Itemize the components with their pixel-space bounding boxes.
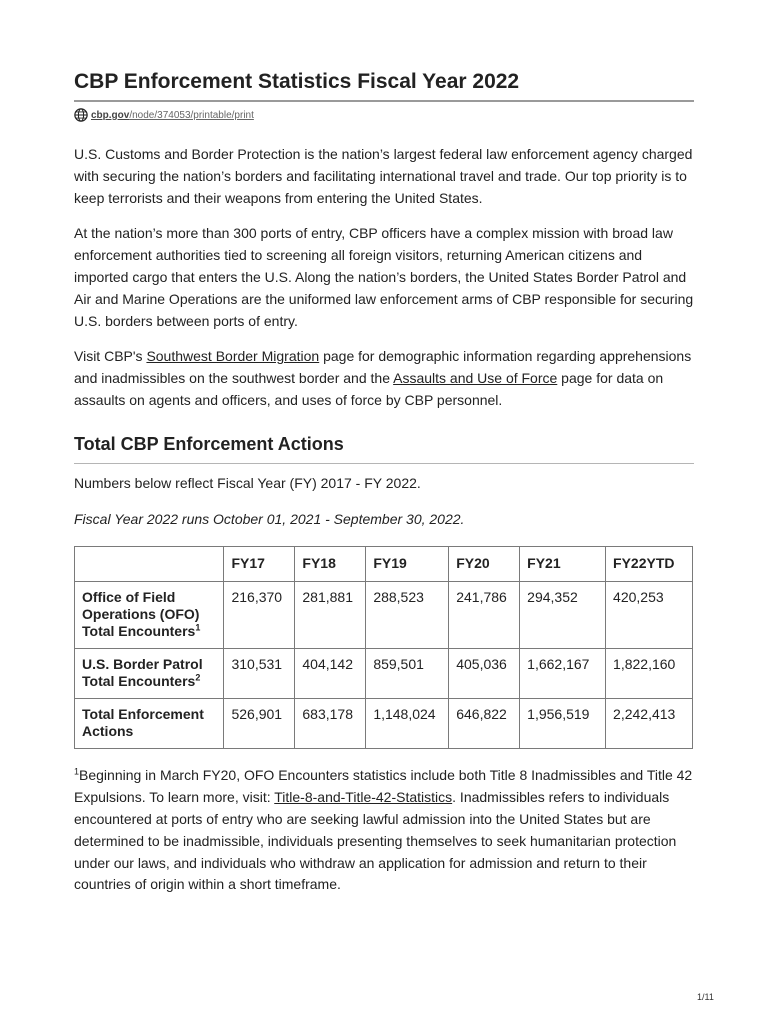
table-header-cell: FY21 [520, 547, 606, 582]
table-cell: 216,370 [224, 582, 295, 649]
table-cell: 405,036 [449, 649, 520, 699]
section-heading: Total CBP Enforcement Actions [74, 434, 694, 464]
table-cell: 1,822,160 [606, 649, 693, 699]
table-cell: 859,501 [366, 649, 449, 699]
globe-icon [74, 108, 88, 122]
table-cell: 310,531 [224, 649, 295, 699]
source-domain-link[interactable]: cbp.gov [91, 109, 130, 121]
table-cell: 281,881 [295, 582, 366, 649]
table-cell: 683,178 [295, 699, 366, 749]
document-page [74, 70, 694, 896]
table-cell: 526,901 [224, 699, 295, 749]
page-number: 1/11 [697, 992, 714, 1002]
intro-paragraph: U.S. Customs and Border Protection is the nation’s largest federal law enforcement agency charged with securing the nation’s borders and facilitating international travel and trade. Our top priority is to keep terrorists and their weapons from entering the United States. [74, 146, 693, 206]
enforcement-table [74, 546, 693, 749]
table-header-cell: FY19 [366, 547, 449, 582]
table-row [75, 699, 693, 749]
table-header-cell: FY17 [224, 547, 295, 582]
table-header-cell: FY20 [449, 547, 520, 582]
ports-paragraph: At the nation’s more than 300 ports of entry, CBP officers have a complex mission with broad law enforcement authorities tied to screening all foreign visitors, returning American citizens and imported cargo that enters the U.S. Along the nation’s borders, the United States Border Patrol and Air and Marine Operations are the uniformed law enforcement arms of CBP responsible for securing U.S. borders between ports of entry. [74, 225, 694, 329]
table-row [75, 582, 693, 649]
table-row [75, 649, 693, 699]
table-header-cell: FY22YTD [606, 547, 693, 582]
table-cell: 1,148,024 [366, 699, 449, 749]
table-cell: 404,142 [295, 649, 366, 699]
source-line [74, 108, 694, 122]
links-paragraph: Visit CBP's Southwest Border Migration page for demographic information regarding apprehensions and inadmissibles on the southwest border and the Assaults and Use of Force page for data on assaults on agents and officers, and uses of force by CBP personnel. [74, 348, 692, 408]
table-header-cell [75, 547, 224, 582]
table-cell: 1,956,519 [520, 699, 606, 749]
table-header-row [75, 547, 693, 582]
southwest-border-migration-link[interactable]: Southwest Border Migration [146, 348, 320, 365]
page-title: CBP Enforcement Statistics Fiscal Year 2022 [74, 70, 694, 102]
table-cell: 646,822 [449, 699, 520, 749]
section-note: Numbers below reflect Fiscal Year (FY) 2017 - FY 2022. [74, 474, 421, 491]
table-header-cell: FY18 [295, 547, 366, 582]
table-cell: 2,242,413 [606, 699, 693, 749]
source-path-link[interactable]: /node/374053/printable/print [129, 109, 254, 121]
row-label: Office of Field Operations (OFO) Total Encounters$^1$ [75, 582, 224, 649]
footnote: $^1$Beginning in March FY20, OFO Encounters statistics include both Title 8 Inadmissibles and Title 42 Expulsions. To learn more, visit: Title-8-and-Title-42-Statistics. Inadmissibles refers to individuals encountered at ports of entry who are seeking lawful admission into the United States but are determined to be inadmissible, individuals presenting themselves to seek humanitarian protection under our laws, and individuals who withdraw an application for admission and return to their countries of origin within a short timeframe. [74, 766, 693, 893]
table-cell: 288,523 [366, 582, 449, 649]
row-label: U.S. Border Patrol Total Encounters$^2$ [75, 649, 224, 699]
table-cell: 294,352 [520, 582, 606, 649]
title-8-title-42-link[interactable]: Title-8-and-Title-42-Statistics [274, 789, 453, 806]
fiscal-year-note: Fiscal Year 2022 runs October 01, 2021 - September 30, 2022. [74, 510, 465, 527]
assaults-use-of-force-link[interactable]: Assaults and Use of Force [393, 370, 558, 387]
table-cell: 241,786 [449, 582, 520, 649]
table-cell: 420,253 [606, 582, 693, 649]
table-cell: 1,662,167 [520, 649, 606, 699]
row-label: Total Enforcement Actions [75, 699, 224, 749]
